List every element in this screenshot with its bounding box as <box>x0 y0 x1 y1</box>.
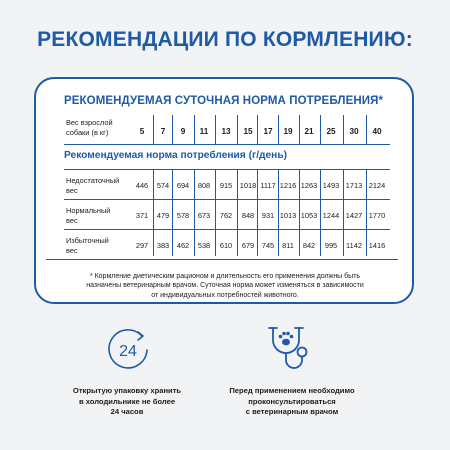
weight-header-cell: 7 <box>160 127 166 136</box>
table-cell: 848 <box>241 211 255 220</box>
table-cell: 808 <box>197 181 211 190</box>
weight-label <box>66 118 136 137</box>
weight-header-cell: 11 <box>199 127 209 136</box>
row-label-overweight <box>66 236 126 255</box>
column-separator <box>153 169 154 256</box>
column-separator <box>215 169 216 256</box>
stethoscope-paw-icon <box>264 324 316 374</box>
table-divider <box>64 144 390 145</box>
table-cell: 610 <box>219 241 233 250</box>
table-cell: 995 <box>324 241 338 250</box>
weight-label-line1: Вес взрослой <box>66 118 113 127</box>
table-cell: 383 <box>156 241 170 250</box>
footnote-line1: * Кормление диетическим рационом и длительность его применения должны быть <box>89 273 361 280</box>
table-cell: 479 <box>156 211 170 220</box>
table-cell: 679 <box>241 241 255 250</box>
table-cell: 1117 <box>260 181 276 190</box>
table-cell: 811 <box>282 241 294 250</box>
table-cell: 1142 <box>346 241 362 250</box>
weight-label-line2: собаки (в кг) <box>66 127 109 137</box>
column-separator <box>257 115 258 144</box>
weight-header-cell: 19 <box>283 127 293 136</box>
storage-caption-line2: в холодильнике не более <box>78 396 176 406</box>
table-cell: 1263 <box>300 181 318 190</box>
column-separator <box>299 115 300 144</box>
weight-header-cell: 30 <box>349 127 359 136</box>
table-cell: 694 <box>176 181 190 190</box>
storage-caption <box>62 386 192 418</box>
column-separator <box>366 169 367 256</box>
column-separator <box>194 115 195 144</box>
column-separator <box>172 115 173 144</box>
column-separator <box>320 115 321 144</box>
row-label-line2: вес <box>66 185 78 195</box>
table-cell: 1216 <box>279 181 297 190</box>
table-divider <box>64 229 390 230</box>
column-separator <box>278 115 279 144</box>
row-label-line1: Избыточный <box>66 236 109 245</box>
footnote-line2: назначены ветеринарным врачом. Суточная норма может изменяться в зависимости <box>86 282 364 290</box>
row-label-normal <box>66 206 126 225</box>
vet-caption-line3: с ветеринарным врачом <box>245 407 339 416</box>
weight-header-cell: 9 <box>180 127 186 136</box>
table-cell: 673 <box>197 211 211 220</box>
vet-caption <box>222 386 362 418</box>
vet-caption-line1: Перед применением необходимо <box>229 386 355 395</box>
table-cell: 915 <box>219 181 233 190</box>
table-cell: 1244 <box>322 211 340 220</box>
weight-header-cell: 15 <box>243 127 253 136</box>
vet-caption-line2: проконсультироваться <box>248 396 336 406</box>
page-title: РЕКОМЕНДАЦИИ ПО КОРМЛЕНИЮ: <box>37 28 413 51</box>
table-cell: 578 <box>176 211 190 220</box>
table-cell: 297 <box>135 241 149 250</box>
table-cell: 574 <box>156 181 170 190</box>
row-label-line2: вес <box>66 245 78 255</box>
column-separator <box>153 115 154 144</box>
table-cell: 538 <box>197 241 211 250</box>
table-cell: 745 <box>261 241 275 250</box>
clock-24-icon <box>105 327 151 373</box>
table-cell: 931 <box>261 211 275 220</box>
table-divider <box>64 199 390 200</box>
row-label-line1: Недостаточный <box>66 176 120 185</box>
row-label-underweight <box>66 176 126 195</box>
table-divider <box>64 169 390 170</box>
column-separator <box>320 169 321 256</box>
table-cell: 1427 <box>345 211 363 220</box>
table-cell: 2124 <box>368 181 386 190</box>
table-cell: 1493 <box>322 181 340 190</box>
footnote-divider <box>46 259 398 260</box>
weight-header-cell: 5 <box>139 127 145 136</box>
column-separator <box>343 169 344 256</box>
column-separator <box>215 115 216 144</box>
row-label-line2: вес <box>66 215 78 225</box>
column-separator <box>257 169 258 256</box>
table-cell: 1018 <box>239 181 257 190</box>
section-title: Рекомендуемая норма потребления (г/день) <box>64 150 287 161</box>
table-cell: 1013 <box>279 211 297 220</box>
column-separator <box>299 169 300 256</box>
table-cell: 371 <box>135 211 149 220</box>
weight-header-cell: 40 <box>372 127 382 136</box>
column-separator <box>343 115 344 144</box>
row-label-line1: Нормальный <box>66 206 111 215</box>
table-cell: 462 <box>176 241 190 250</box>
footnote <box>48 272 402 300</box>
column-separator <box>278 169 279 256</box>
storage-caption-line3: 24 часов <box>110 407 144 416</box>
column-separator <box>172 169 173 256</box>
table-cell: 446 <box>135 181 149 190</box>
column-separator <box>194 169 195 256</box>
storage-caption-line1: Открытую упаковку хранить <box>72 386 182 395</box>
table-cell: 1770 <box>368 211 386 220</box>
weight-header-cell: 17 <box>263 127 273 136</box>
table-cell: 1053 <box>300 211 318 220</box>
table-cell: 1416 <box>368 241 386 250</box>
footnote-line3: от индивидуальных потребностей животного. <box>151 291 299 299</box>
table-cell: 762 <box>219 211 233 220</box>
column-separator <box>237 115 238 144</box>
clock-icon-number: 24 <box>119 343 137 360</box>
column-separator <box>366 115 367 144</box>
table-cell: 842 <box>302 241 316 250</box>
table-cell: 1713 <box>345 181 363 190</box>
weight-header-cell: 25 <box>326 127 336 136</box>
table-subtitle: РЕКОМЕНДУЕМАЯ СУТОЧНАЯ НОРМА ПОТРЕБЛЕНИЯ* <box>64 95 384 107</box>
column-separator <box>237 169 238 256</box>
weight-header-cell: 21 <box>304 127 314 136</box>
weight-header-cell: 13 <box>221 127 231 136</box>
